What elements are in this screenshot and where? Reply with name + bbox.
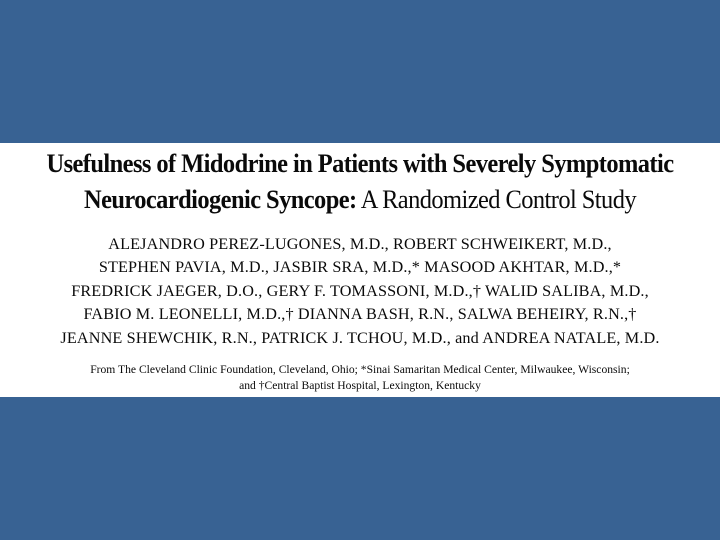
paper-subtitle-part: A Randomized Control Study bbox=[356, 185, 637, 214]
paper-header-image bbox=[0, 143, 720, 397]
affiliation-line: From The Cleveland Clinic Foundation, Cleveland, Ohio; *Sinai Samaritan Medical Center, Milwaukee, Wisconsin; bbox=[90, 363, 630, 376]
author-line: JEANNE SHEWCHIK, R.N., PATRICK J. TCHOU, M.D., and ANDREA NATALE, M.D. bbox=[60, 329, 660, 347]
paper-title-line-1 bbox=[22, 149, 699, 179]
affiliation-line: and †Central Baptist Hospital, Lexington, Kentucky bbox=[239, 379, 481, 392]
paper-title-text: Usefulness of Midodrine in Patients with Severely Symptomatic bbox=[46, 149, 674, 178]
author-line: FREDRICK JAEGER, D.O., GERY F. TOMASSONI, M.D.,† WALID SALIBA, M.D., bbox=[71, 282, 649, 300]
paper-title-bold-part: Neurocardiogenic Syncope: bbox=[83, 185, 357, 214]
author-line: STEPHEN PAVIA, M.D., JASBIR SRA, M.D.,* MASOOD AKHTAR, M.D.,* bbox=[98, 258, 622, 276]
author-line: FABIO M. LEONELLI, M.D.,† DIANNA BASH, R.N., SALWA BEHEIRY, R.N.,† bbox=[83, 305, 637, 323]
author-line: ALEJANDRO PEREZ-LUGONES, M.D., ROBERT SCHWEIKERT, M.D., bbox=[108, 235, 612, 253]
paper-title-line-2 bbox=[22, 185, 699, 215]
